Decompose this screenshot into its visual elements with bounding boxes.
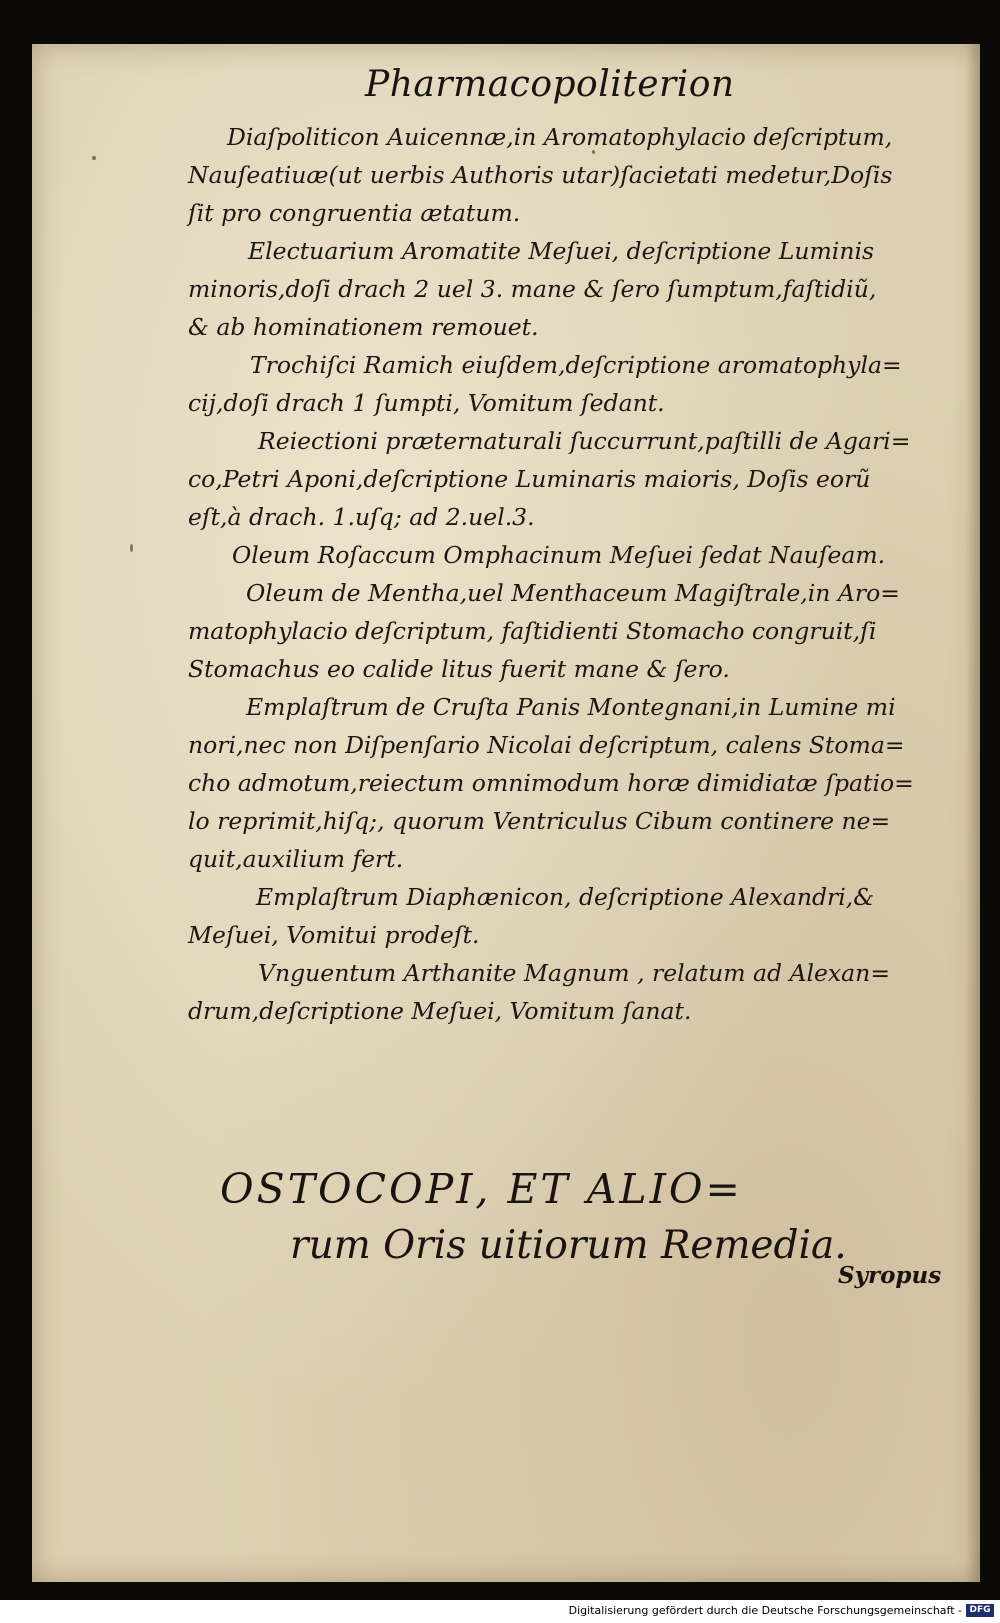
catchword: Syropus — [838, 1262, 942, 1289]
text-line: Vnguentum Arthanite Magnum , relatum ad Alexan= — [258, 959, 891, 987]
text-line: Trochiſci Ramich eiuſdem,deſcriptione aromatophyla= — [250, 351, 902, 379]
text-line: cij,doſi drach 1 ſumpti, Vomitum ſedant. — [188, 389, 665, 417]
text-line: Oleum Roſaccum Omphacinum Meſuei ſedat Nauſeam. — [232, 541, 886, 569]
section-heading-line: OSTOCOPI, ET ALIO= — [220, 1165, 743, 1213]
text-line: Emplaſtrum de Cruſta Panis Montegnani,in Lumine mi — [246, 693, 896, 721]
text-line: Meſuei, Vomitui prodeſt. — [188, 921, 480, 949]
text-line: cho admotum,reiectum omnimodum horæ dimidiatæ ſpatio= — [188, 769, 914, 797]
text-line: ſit pro congruentia ætatum. — [188, 199, 521, 227]
text-line: co,Petri Aponi,deſcriptione Luminaris maioris, Doſis eorũ — [188, 465, 871, 493]
page-edge-shading — [966, 44, 980, 1582]
section-heading-line: rum Oris uitiorum Remedia. — [290, 1223, 847, 1268]
text-line: Stomachus eo calide litus fuerit mane & ſero. — [188, 655, 730, 683]
text-line: lo reprimit,hiſq;, quorum Ventriculus Cibum continere ne= — [188, 807, 891, 835]
text-line: Electuarium Aromatite Meſuei, deſcriptione Luminis — [248, 237, 875, 265]
text-line: eſt,à drach. 1.uſq; ad 2.uel.3. — [188, 503, 535, 531]
text-line: Diaſpoliticon Auicennæ,in Aromatophylacio deſcriptum, — [227, 123, 893, 151]
text-line: minoris,doſi drach 2 uel 3. mane & ſero ſumptum,faſtidiũ, — [188, 275, 877, 303]
text-line: Oleum de Mentha,uel Menthaceum Magiſtrale,in Aro= — [246, 579, 900, 607]
text-line: drum,deſcriptione Meſuei, Vomitum ſanat. — [188, 997, 692, 1025]
text-line: Reiectioni prӕternaturali ſuccurrunt,paſtilli de Agari= — [258, 427, 911, 455]
text-line: Nauſeatiuæ(ut uerbis Authoris utar)ſacietati medetur,Doſis — [188, 161, 893, 189]
section-heading — [220, 1160, 920, 1274]
text-line: Emplaſtrum Diaphænicon, deſcriptione Alexandri,& — [256, 883, 875, 911]
ink-speck — [130, 544, 133, 552]
text-line: & ab hominationem remouet. — [188, 313, 539, 341]
text-line: nori,nec non Diſpenſario Nicolai deſcriptum, calens Stoma= — [188, 731, 905, 759]
funding-credit: Digitalisierung gefördert durch die Deutsche Forschungsgemeinschaft - — [568, 1604, 962, 1617]
text-line: quit,auxilium fert. — [188, 845, 404, 873]
dfg-logo: DFG — [966, 1604, 994, 1617]
text-line: matophylacio deſcriptum, faſtidienti Stomacho congruit,ſi — [188, 617, 877, 645]
body-text — [160, 118, 935, 1030]
ink-speck — [92, 156, 96, 160]
running-head: Pharmacopoliterion — [365, 64, 735, 105]
